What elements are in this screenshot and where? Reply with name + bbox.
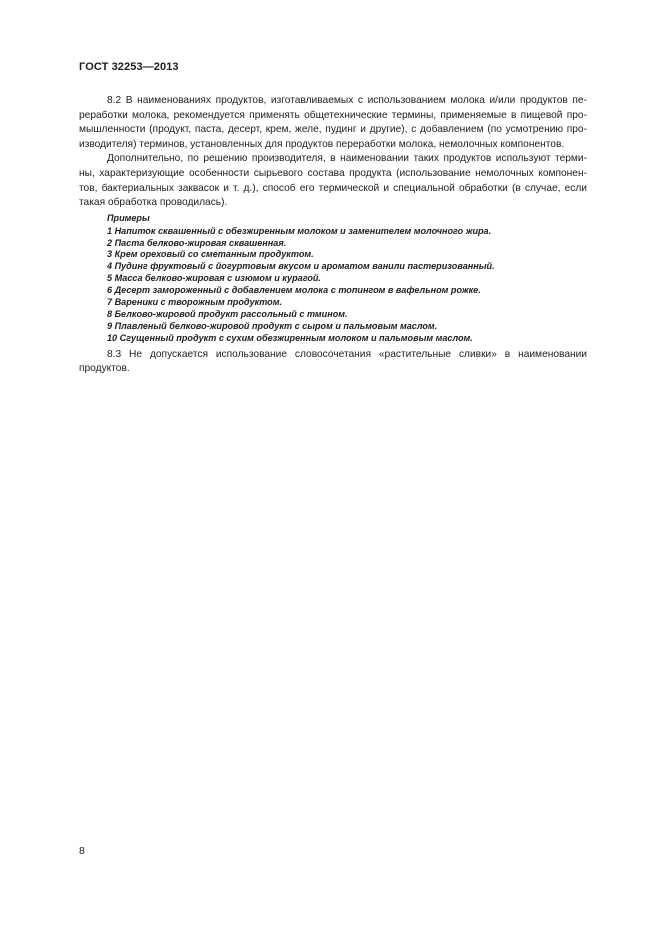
paragraph-line: ны, характеризующие особенности сырьевого состава продукта (использование немолочных компонен- [79, 167, 587, 179]
paragraph-line: изводителя) терминов, установленных для продуктов переработки молока, немолочных компонентов. [79, 138, 565, 150]
paragraph-line: такая обработка проводилась). [79, 197, 228, 209]
paragraph-line: 8.2 В наименованиях продуктов, изготавливаемых с использованием молока и/или продуктов пе- [107, 95, 587, 106]
example-item: 1 Напиток сквашенный с обезжиренным молоком и заменителем молочного жира. [107, 225, 492, 236]
paragraph-line: продуктов. [79, 363, 130, 375]
example-item: 6 Десерт замороженный с добавлением молока с топингом в вафельном рожке. [107, 285, 481, 296]
paragraph-line: 8.3 Не допускается использование словосочетания «растительные сливки» в наименовании [107, 348, 587, 360]
example-item: 2 Паста белково-жировая сквашенная. [107, 237, 287, 248]
paragraph-line: Дополнительно, по решению производителя, в наименовании таких продуктов используют терми- [107, 153, 587, 165]
example-item: 10 Сгущенный продукт с сухим обезжиренным молоком и пальмовым маслом. [107, 332, 473, 343]
paragraph-additional [79, 152, 587, 210]
paragraph-8-2 [79, 94, 587, 152]
examples-title: Примеры [107, 212, 150, 223]
example-item: 9 Плавленый белково-жировой продукт с сыром и пальмовым маслом. [107, 320, 438, 331]
paragraph-line: реработки молока, рекомендуется применять общетехнические термины, применяемые в пищевой про- [79, 109, 587, 121]
paragraph-line: мышленности (продукт, паста, десерт, крем, желе, пудинг и другие), с добавлением (по усмотрению про- [79, 124, 587, 136]
examples-block [107, 213, 587, 345]
document-code-header: ГОСТ 32253—2013 [79, 61, 179, 73]
paragraph-line: тов, бактериальных заквасок и т. д.), способ его термической и специальной обработки (в случае, если [79, 182, 587, 194]
example-item: 8 Белково-жировой продукт рассольный с тмином. [107, 309, 348, 319]
example-item: 5 Масса белково-жировая с изюмом и курагой. [107, 273, 321, 284]
paragraph-8-3 [79, 348, 587, 377]
example-item: 3 Крем ореховый со сметанным продуктом. [107, 249, 314, 260]
example-item: 4 Пудинг фруктовый с йогуртовым вкусом и ароматом ванили пастеризованный. [107, 261, 495, 272]
document-body [79, 94, 587, 377]
page-number: 8 [79, 845, 85, 857]
example-item: 7 Вареники с творожным продуктом. [107, 297, 282, 308]
